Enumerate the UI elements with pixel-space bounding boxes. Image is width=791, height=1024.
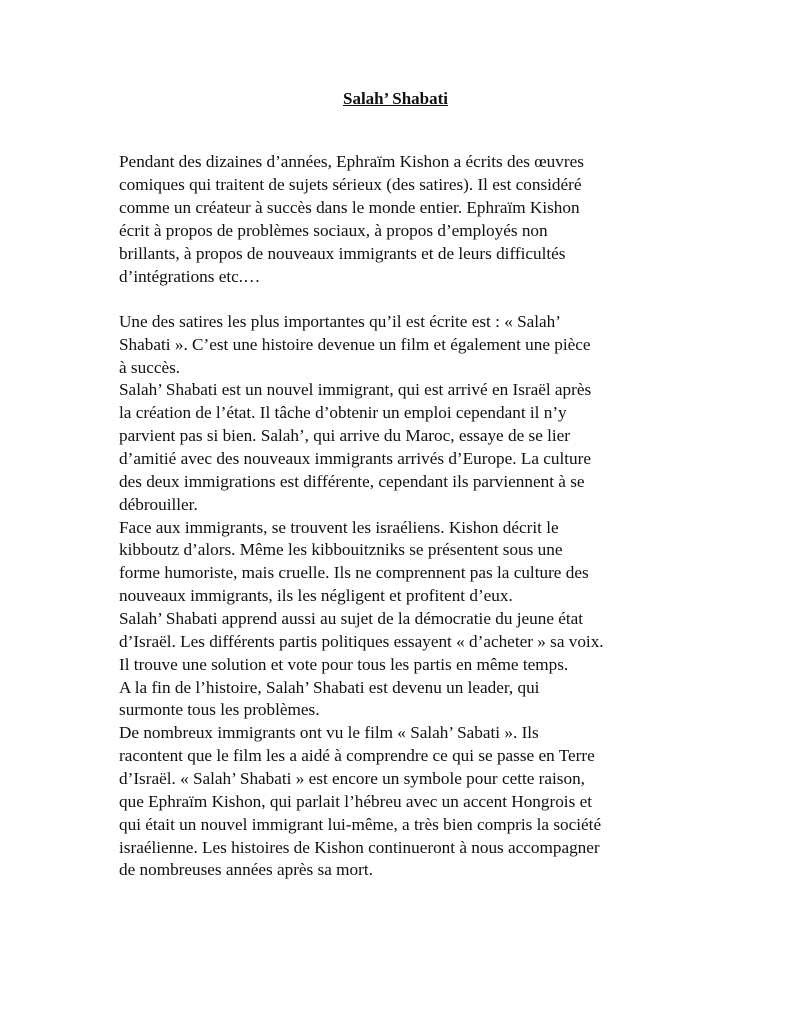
text-line: Une des satires les plus importantes qu’il est écrite est : « Salah’ — [119, 312, 561, 331]
text-line: d’intégrations etc.… — [119, 267, 261, 286]
text-line: Pendant des dizaines d’années, Ephraïm Kishon a écrits des œuvres — [119, 152, 584, 171]
text-line: Shabati ». C’est une histoire devenue un film et également une pièce — [119, 335, 591, 354]
text-line: comme un créateur à succès dans le monde entier. Ephraïm Kishon — [119, 198, 580, 217]
text-line: nouveaux immigrants, ils les négligent et profitent d’eux. — [119, 586, 513, 605]
text-line: brillants, à propos de nouveaux immigrants et de leurs difficultés — [119, 244, 566, 263]
text-line: d’Israël. « Salah’ Shabati » est encore un symbole pour cette raison, — [119, 769, 585, 788]
text-line: forme humoriste, mais cruelle. Ils ne comprennent pas la culture des — [119, 563, 589, 582]
text-line: A la fin de l’histoire, Salah’ Shabati est devenu un leader, qui — [119, 678, 540, 697]
text-line: de nombreuses années après sa mort. — [119, 860, 373, 879]
text-line: d’amitié avec des nouveaux immigrants arrivés d’Europe. La culture — [119, 449, 592, 468]
text-line: d’Israël. Les différents partis politiques essayent « d’acheter » sa voix. — [119, 632, 604, 651]
text-line: racontent que le film les a aidé à comprendre ce qui se passe en Terre — [119, 746, 595, 765]
text-line: Salah’ Shabati apprend aussi au sujet de la démocratie du jeune état — [119, 609, 584, 628]
text-line: kibboutz d’alors. Même les kibbouitzniks se présentent sous une — [119, 540, 563, 559]
text-line: comiques qui traitent de sujets sérieux (des satires). Il est considéré — [119, 175, 582, 194]
text-line: israélienne. Les histoires de Kishon continueront à nous accompagner — [119, 838, 600, 857]
text-line: écrit à propos de problèmes sociaux, à propos d’employés non — [119, 221, 548, 240]
text-line: De nombreux immigrants ont vu le film « Salah’ Sabati ». Ils — [119, 723, 539, 742]
text-line: débrouiller. — [119, 495, 198, 514]
text-line: Salah’ Shabati est un nouvel immigrant, qui est arrivé en Israël après — [119, 380, 592, 399]
text-line: que Ephraïm Kishon, qui parlait l’hébreu avec un accent Hongrois et — [119, 792, 592, 811]
text-line: parvient pas si bien. Salah’, qui arrive du Maroc, essaye de se lier — [119, 426, 571, 445]
text-line: Face aux immigrants, se trouvent les israéliens. Kishon décrit le — [119, 518, 559, 537]
text-line: surmonte tous les problèmes. — [119, 700, 320, 719]
text-line: la création de l’état. Il tâche d’obtenir un emploi cependant il n’y — [119, 403, 567, 422]
page-title: Salah’ Shabati — [342, 89, 449, 108]
text-line: qui était un nouvel immigrant lui-même, a très bien compris la société — [119, 815, 602, 834]
text-line: à succès. — [119, 358, 181, 377]
text-line: Il trouve une solution et vote pour tous les partis en même temps. — [119, 655, 569, 674]
text-line: des deux immigrations est différente, cependant ils parviennent à se — [119, 472, 585, 491]
